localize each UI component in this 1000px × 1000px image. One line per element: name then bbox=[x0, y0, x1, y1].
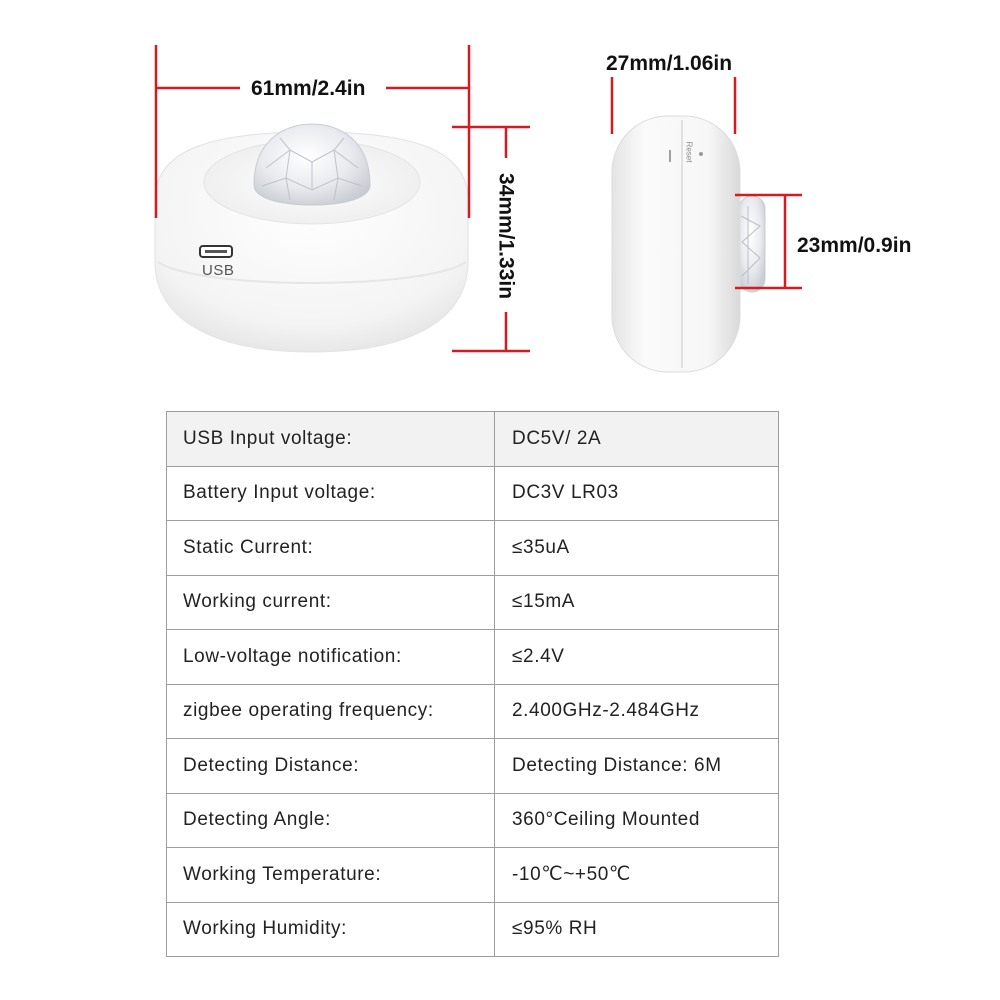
spec-value: ≤15mA bbox=[495, 575, 779, 630]
sensor-front-view bbox=[155, 124, 468, 352]
spec-label: Working current: bbox=[167, 575, 495, 630]
spec-value: DC5V/ 2A bbox=[495, 412, 779, 467]
spec-value: ≤95% RH bbox=[495, 902, 779, 957]
width-dimension-label: 61mm/2.4in bbox=[251, 77, 366, 100]
spec-row bbox=[167, 739, 779, 794]
spec-value: 2.400GHz-2.484GHz bbox=[495, 684, 779, 739]
spec-label: Low-voltage notification: bbox=[167, 630, 495, 685]
spec-label: Working Humidity: bbox=[167, 902, 495, 957]
spec-label: Detecting Distance: bbox=[167, 739, 495, 794]
spec-label: USB Input voltage: bbox=[167, 412, 495, 467]
spec-value: ≤35uA bbox=[495, 521, 779, 576]
spec-row bbox=[167, 521, 779, 576]
spec-value: 360°Ceiling Mounted bbox=[495, 793, 779, 848]
depth-dimension-label: 27mm/1.06in bbox=[606, 52, 733, 75]
spec-row bbox=[167, 466, 779, 521]
product-dimension-diagram bbox=[0, 0, 1000, 400]
spec-value: ≤2.4V bbox=[495, 630, 779, 685]
spec-label: Working Temperature: bbox=[167, 848, 495, 903]
spec-row bbox=[167, 848, 779, 903]
spec-row bbox=[167, 902, 779, 957]
spec-row bbox=[167, 793, 779, 848]
spec-row bbox=[167, 575, 779, 630]
spec-label: Detecting Angle: bbox=[167, 793, 495, 848]
spec-row bbox=[167, 630, 779, 685]
lens-dimension-label: 23mm/0.9in bbox=[797, 234, 912, 257]
reset-label: Reset bbox=[684, 141, 694, 163]
spec-row bbox=[167, 412, 779, 467]
usb-port-label: USB bbox=[202, 262, 235, 279]
spec-value: Detecting Distance: 6M bbox=[495, 739, 779, 794]
spec-row bbox=[167, 684, 779, 739]
spec-value: -10℃~+50℃ bbox=[495, 848, 779, 903]
height-dimension-label: 34mm/1.33in bbox=[494, 172, 518, 300]
spec-label: zigbee operating frequency: bbox=[167, 684, 495, 739]
specification-table bbox=[166, 411, 779, 957]
spec-label: Static Current: bbox=[167, 521, 495, 576]
spec-value: DC3V LR03 bbox=[495, 466, 779, 521]
spec-label: Battery Input voltage: bbox=[167, 466, 495, 521]
